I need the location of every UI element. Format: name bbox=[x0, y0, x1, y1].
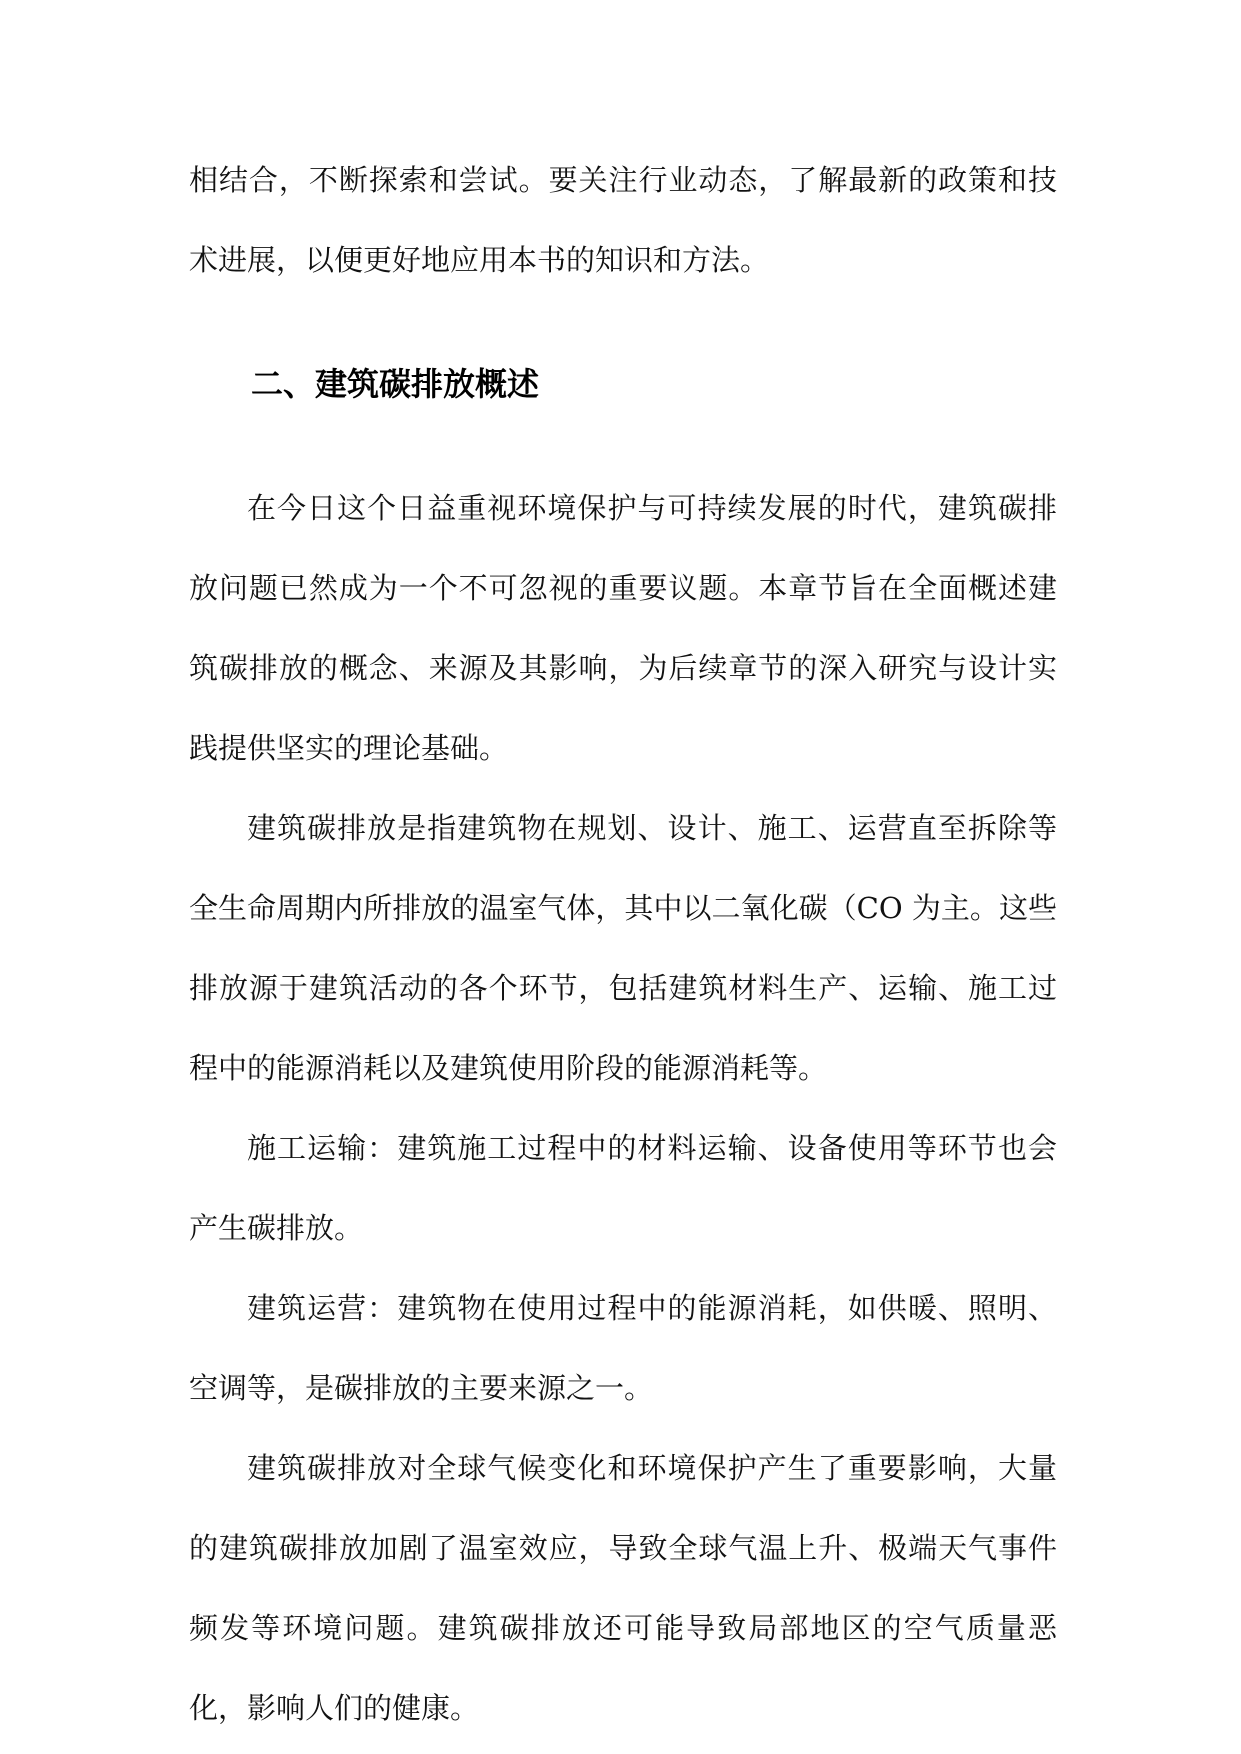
paragraph-definition: 建筑碳排放是指建筑物在规划、设计、施工、运营直至拆除等全生命周期内所排放的温室气体，其中以二氧化碳（CO 为主。这些排放源于建筑活动的各个环节，包括建筑材料生产、运输、施工过程中的能源消耗以及建筑使用阶段的能源消耗等。 bbox=[189, 811, 1057, 1085]
paragraph-impact: 建筑碳排放对全球气候变化和环境保护产生了重要影响，大量的建筑碳排放加剧了温室效应，导致全球气温上升、极端天气事件频发等环境问题。建筑碳排放还可能导致局部地区的空气质量恶化，影响人们的健康。 bbox=[189, 1451, 1057, 1725]
section-heading: 二、建筑碳排放概述 bbox=[251, 365, 540, 403]
paragraph-construction-transport: 施工运输：建筑施工过程中的材料运输、设备使用等环节也会产生碳排放。 bbox=[189, 1131, 1057, 1245]
paragraph-building-operation: 建筑运营：建筑物在使用过程中的能源消耗，如供暖、照明、空调等，是碳排放的主要来源之一。 bbox=[189, 1291, 1057, 1405]
paragraph-continuation: 相结合，不断探索和尝试。要关注行业动态，了解最新的政策和技术进展，以便更好地应用本书的知识和方法。 bbox=[189, 163, 1057, 277]
document-body bbox=[189, 140, 1057, 1748]
paragraph-intro: 在今日这个日益重视环境保护与可持续发展的时代，建筑碳排放问题已然成为一个不可忽视的重要议题。本章节旨在全面概述建筑碳排放的概念、来源及其影响，为后续章节的深入研究与设计实践提供坚实的理论基础。 bbox=[189, 491, 1057, 765]
